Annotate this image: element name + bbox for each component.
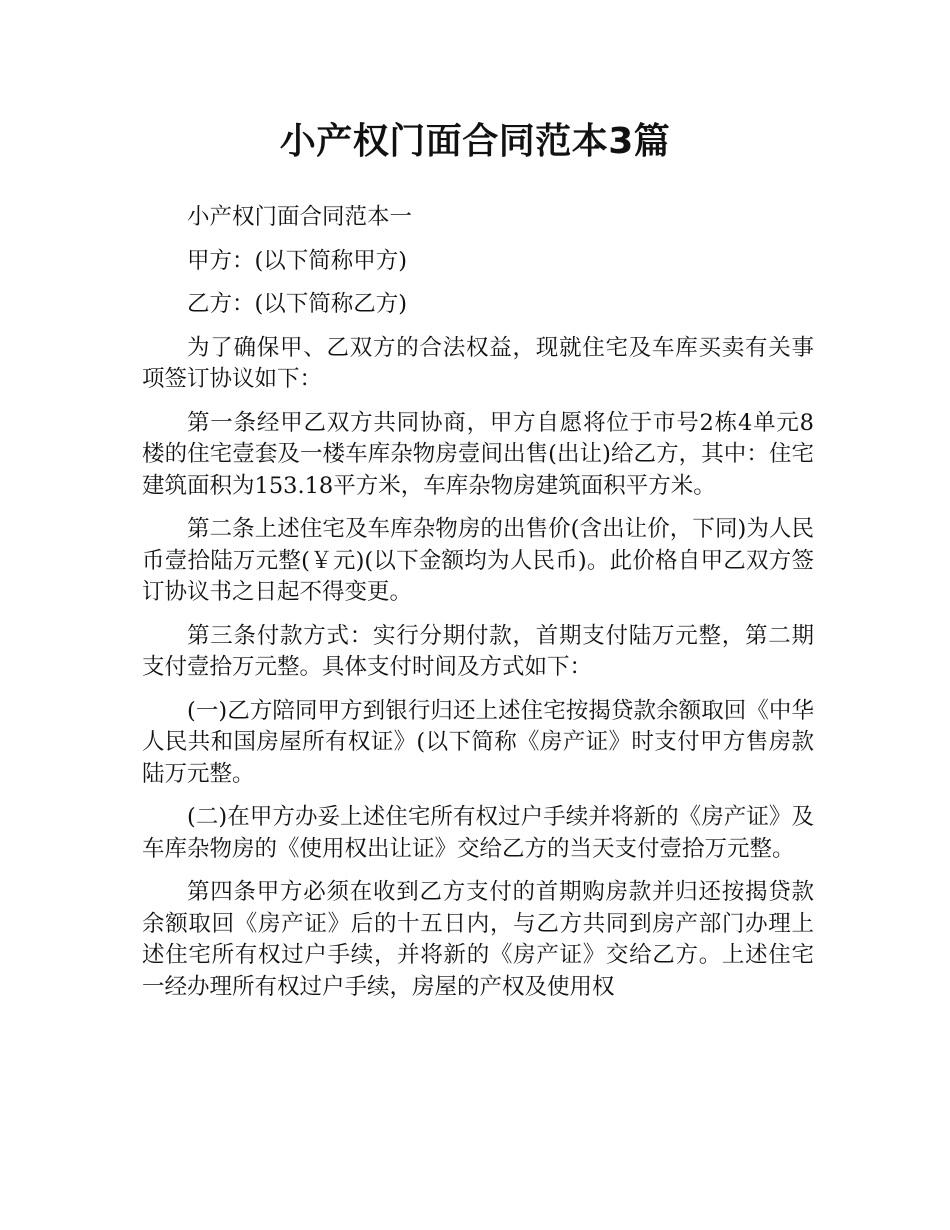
section-heading: 小产权门面合同范本一 [187, 204, 413, 230]
article-4-paragraph: 第四条甲方必须在收到乙方支付的首期购房款并归还按揭贷款余额取回《房产证》后的十五日内，与乙方共同到房产部门办理上述住宅所有权过户手续，并将新的《房产证》交给乙方。上述住宅一经办理所有权过户手续，房屋的产权及使用权 [142, 879, 814, 1000]
party-b-line: 乙方：(以下简称乙方) [187, 291, 408, 317]
party-a-line: 甲方：(以下简称甲方) [187, 247, 408, 274]
article-3-item-1: (一)乙方陪同甲方到银行归还上述住宅按揭贷款余额取回《中华人民共和国房屋所有权证》(以下简称《房产证》时支付甲方售房款陆万元整。 [142, 697, 814, 787]
article-1-paragraph: 第一条经甲乙双方共同协商，甲方自愿将位于市号2栋4单元8楼的住宅壹套及一楼车库杂物房壹间出售(出让)给乙方，其中：住宅建筑面积为153.18平方米，车库杂物房建筑面积平方米。 [142, 409, 814, 499]
document-title: 小产权门面合同范本3篇 [279, 121, 671, 162]
article-3-item-2: (二)在甲方办妥上述住宅所有权过户手续并将新的《房产证》及车库杂物房的《使用权出让证》交给乙方的当天支付壹拾万元整。 [142, 804, 814, 862]
article-2-paragraph: 第二条上述住宅及车库杂物房的出售价(含出让价，下同)为人民币壹拾陆万元整(￥元)(以下金额均为人民币)。此价格自甲乙双方签订协议书之日起不得变更。 [142, 516, 814, 605]
article-3-paragraph: 第三条付款方式：实行分期付款，首期支付陆万元整，第二期支付壹拾万元整。具体支付时间及方式如下： [142, 622, 814, 680]
document-body [142, 202, 814, 1015]
preamble-paragraph: 为了确保甲、乙双方的合法权益，现就住宅及车库买卖有关事项签订协议如下： [142, 334, 814, 392]
